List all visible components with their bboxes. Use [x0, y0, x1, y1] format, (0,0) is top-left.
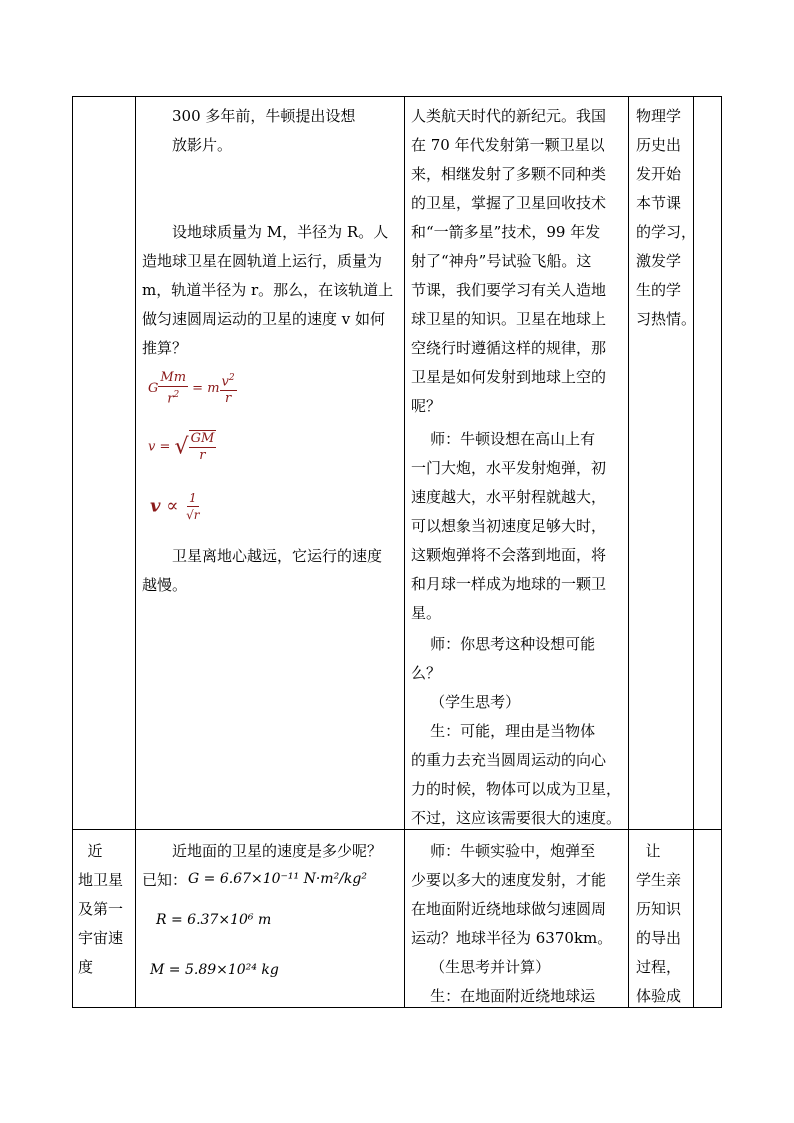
dialogue-line: 和月球一样成为地球的一颗卫 — [411, 575, 607, 593]
calc-line: 少要以多大的速度发射，才能 — [411, 871, 607, 889]
intent-line: 的导出 — [636, 929, 682, 947]
derivation-line: 设地球质量为 M，半径为 R。人 — [172, 223, 389, 241]
calc-line: 生：在地面附近绕地球运 — [411, 987, 596, 1005]
dialogue-line: 星。 — [411, 604, 442, 622]
dialogue-line: 生：可能，理由是当物体 — [411, 722, 596, 740]
earth-mass: M = 5.89×10²⁴ kg — [150, 962, 279, 978]
known-label: 已知： — [142, 871, 188, 889]
dialogue-line: 一门大炮，水平发射炮弹，初 — [411, 459, 607, 477]
calc-line: （生思考并计算） — [411, 958, 551, 976]
earth-radius: R = 6.37×10⁶ m — [156, 912, 272, 928]
intent-line: 激发学 — [636, 252, 682, 270]
dialogue-line: 么？ — [411, 664, 442, 682]
velocity-proportional-formula: v ∝ $\frac{1}{√r}$ — [150, 491, 200, 522]
dialogue-line: 球卫星的知识。卫星在地球上 — [411, 310, 607, 328]
intent-line: 体验成 — [636, 987, 682, 1005]
section-title-line: 宇宙速 — [78, 929, 124, 947]
question-text: 近地面的卫星的速度是多少呢？ — [172, 842, 383, 860]
dialogue-line: 呢？ — [411, 397, 442, 415]
col-border-1 — [135, 96, 136, 1008]
gravitational-constant: G = 6.67×10⁻¹¹ N·m²/kg² — [188, 871, 367, 887]
conclusion-line: 卫星离地心越远，它运行的速度 — [172, 547, 383, 565]
dialogue-line: 人类航天时代的新纪元。我国 — [411, 107, 607, 125]
intent-line: 习热情。 — [636, 310, 697, 328]
conclusion-line: 越慢。 — [142, 576, 188, 594]
dialogue-line: 射了“神舟”号试验飞船。这 — [411, 252, 592, 270]
dialogue-line: 节课，我们要学习有关人造地 — [411, 281, 607, 299]
dialogue-line: （学生思考） — [411, 693, 521, 711]
section-title-line: 度 — [78, 958, 94, 976]
dialogue-line: 空绕行时遵循这样的规律，那 — [411, 339, 607, 357]
intro-line-1: 300 多年前，牛顿提出设想 — [172, 107, 356, 125]
dialogue-line: 来，相继发射了多颗不同种类 — [411, 165, 607, 183]
col-border-0 — [72, 96, 73, 1008]
dialogue-line: 师：你思考这种设想可能 — [411, 635, 596, 653]
dialogue-line: 的卫星，掌握了卫星回收技术 — [411, 194, 607, 212]
dialogue-line: 的重力去充当圆周运动的向心 — [411, 751, 607, 769]
dialogue-line: 师：牛顿设想在高山上有 — [411, 430, 596, 448]
derivation-line: 推算？ — [142, 339, 188, 357]
col-border-5 — [721, 96, 722, 1008]
intent-line: 物理学 — [636, 107, 682, 125]
dialogue-line: 这颗炮弹将不会落到地面，将 — [411, 546, 607, 564]
orbital-velocity-formula: v = √ $\frac{GM}{r}$ — [148, 431, 215, 463]
intro-line-2: 放影片。 — [172, 136, 233, 154]
dialogue-line: 在 70 年代发射第一颗卫星以 — [411, 136, 605, 154]
section-title-line: 及第一 — [78, 900, 124, 918]
dialogue-line: 不过，这应该需要很大的速度。 — [411, 809, 622, 827]
section-title-line: 近 — [78, 842, 103, 860]
calc-line: 在地面附近绕地球做匀速圆周 — [411, 900, 607, 918]
intent-line: 发开始 — [636, 165, 682, 183]
intent-line: 历知识 — [636, 900, 682, 918]
intent-line: 过程， — [636, 958, 682, 976]
col-border-3 — [628, 96, 629, 1008]
section-title-line: 地卫星 — [78, 871, 124, 889]
calc-line: 运动？地球半径为 6370km。 — [411, 929, 613, 947]
intent-line: 生的学 — [636, 281, 682, 299]
derivation-line: 造地球卫星在圆轨道上运行，质量为 — [142, 252, 383, 270]
col-border-2 — [404, 96, 405, 1008]
intent-line: 历史出 — [636, 136, 682, 154]
dialogue-line: 力的时候，物体可以成为卫星， — [411, 780, 622, 798]
dialogue-line: 和“一箭多星”技术，99 年发 — [411, 223, 601, 241]
intent-line: 让 — [636, 842, 661, 860]
table-top-border — [72, 96, 722, 97]
dialogue-line: 速度越大，水平射程就越大， — [411, 488, 607, 506]
derivation-line: m，轨道半径为 r。那么，在该轨道上 — [142, 281, 394, 299]
dialogue-line: 可以想象当初速度足够大时， — [411, 517, 607, 535]
intent-line: 本节课 — [636, 194, 682, 212]
dialogue-line: 卫星是如何发射到地球上空的 — [411, 368, 607, 386]
calc-line: 师：牛顿实验中，炮弹至 — [411, 842, 596, 860]
intent-line: 学生亲 — [636, 871, 682, 889]
derivation-line: 做匀速圆周运动的卫星的速度 v 如何 — [142, 310, 386, 328]
gravity-equals-centripetal-formula: G $\frac{Mm}{r^2}$ = m $\frac{v^2}{r}$ — [148, 370, 235, 407]
intent-line: 的学习， — [636, 223, 697, 241]
